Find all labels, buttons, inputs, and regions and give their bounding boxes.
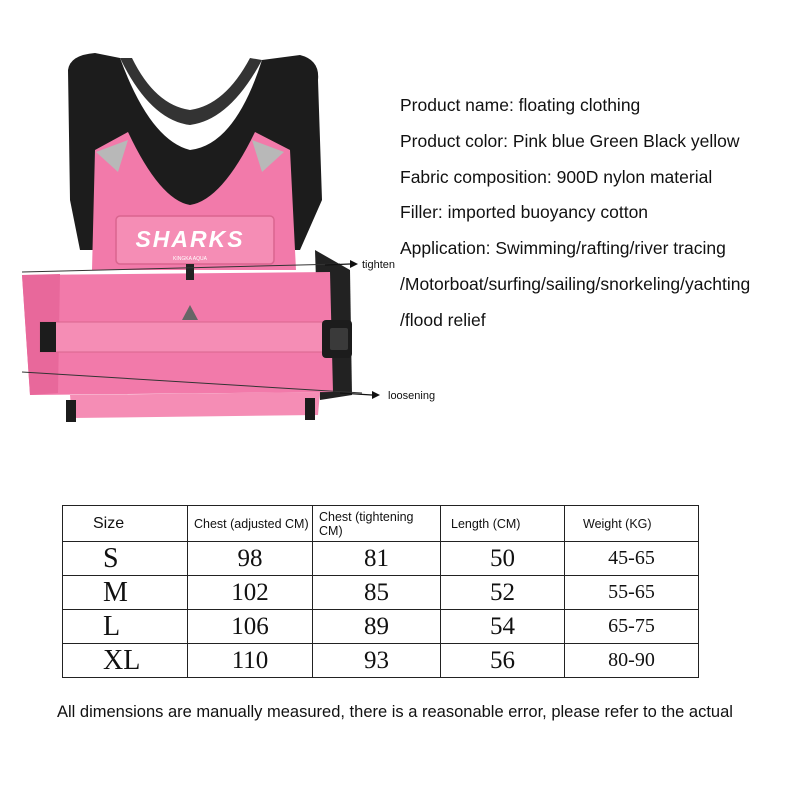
table-row [63,542,699,576]
chest-tightening-cell: 85 [313,576,441,610]
application-line-cont-2: /flood relief [400,309,486,330]
product-color-line: Product color: Pink blue Green Black yellow [400,130,740,151]
chest-tightening-cell: 89 [313,610,441,644]
header-chest-adjusted: Chest (adjusted CM) [188,506,313,542]
header-weight: Weight (KG) [565,506,699,542]
measurement-note: All dimensions are manually measured, there is a reasonable error, please refer to the actual [57,703,733,721]
bottom-band [70,392,320,418]
bottom-clip-right [305,398,315,420]
chest-adjusted-cell: 110 [188,644,313,678]
table-header-row [63,506,699,542]
chest-adjusted-cell: 98 [188,542,313,576]
fabric-composition-line: Fabric composition: 900D nylon material [400,166,713,187]
life-vest-image [0,0,436,460]
brand-logo: SHARKS [135,226,245,252]
side-buckle-inner [330,328,348,350]
loosening-label: loosening [388,390,436,402]
table-row [63,610,699,644]
chest-adjusted-cell: 106 [188,610,313,644]
chest-tightening-cell: 81 [313,542,441,576]
loosening-arrow-head [372,391,380,399]
size-cell: S [63,542,188,576]
length-cell: 56 [441,644,565,678]
size-chart-table [62,505,699,678]
header-length: Length (CM) [441,506,565,542]
tighten-label: tighten [362,259,396,271]
application-line-cont-1: /Motorboat/surfing/sailing/snorkeling/yachting [400,273,751,294]
buckle-clip-top [186,264,194,280]
size-cell: M [63,576,188,610]
length-cell: 52 [441,576,565,610]
size-cell: L [63,610,188,644]
size-cell: XL [63,644,188,678]
product-info-list [400,88,795,339]
tighten-arrow-head [350,260,358,268]
header-size: Size [63,506,188,542]
brand-subtext: KINGKA AQUA [173,256,207,262]
length-cell: 50 [441,542,565,576]
weight-cell: 45-65 [565,542,699,576]
waist-strap [40,322,340,352]
product-name-line: Product name: floating clothing [400,95,641,115]
weight-cell: 65-75 [565,610,699,644]
weight-cell: 80-90 [565,644,699,678]
table-row [63,576,699,610]
chest-tightening-cell: 93 [313,644,441,678]
filler-line: Filler: imported buoyancy cotton [400,202,649,223]
strap-end-left [40,322,56,352]
chest-adjusted-cell: 102 [188,576,313,610]
length-cell: 54 [441,610,565,644]
application-line: Application: Swimming/rafting/river tracing [400,238,726,259]
table-row [63,644,699,678]
header-chest-tightening: Chest (tightening CM) [313,506,441,542]
bottom-clip-left [66,400,76,422]
weight-cell: 55-65 [565,576,699,610]
